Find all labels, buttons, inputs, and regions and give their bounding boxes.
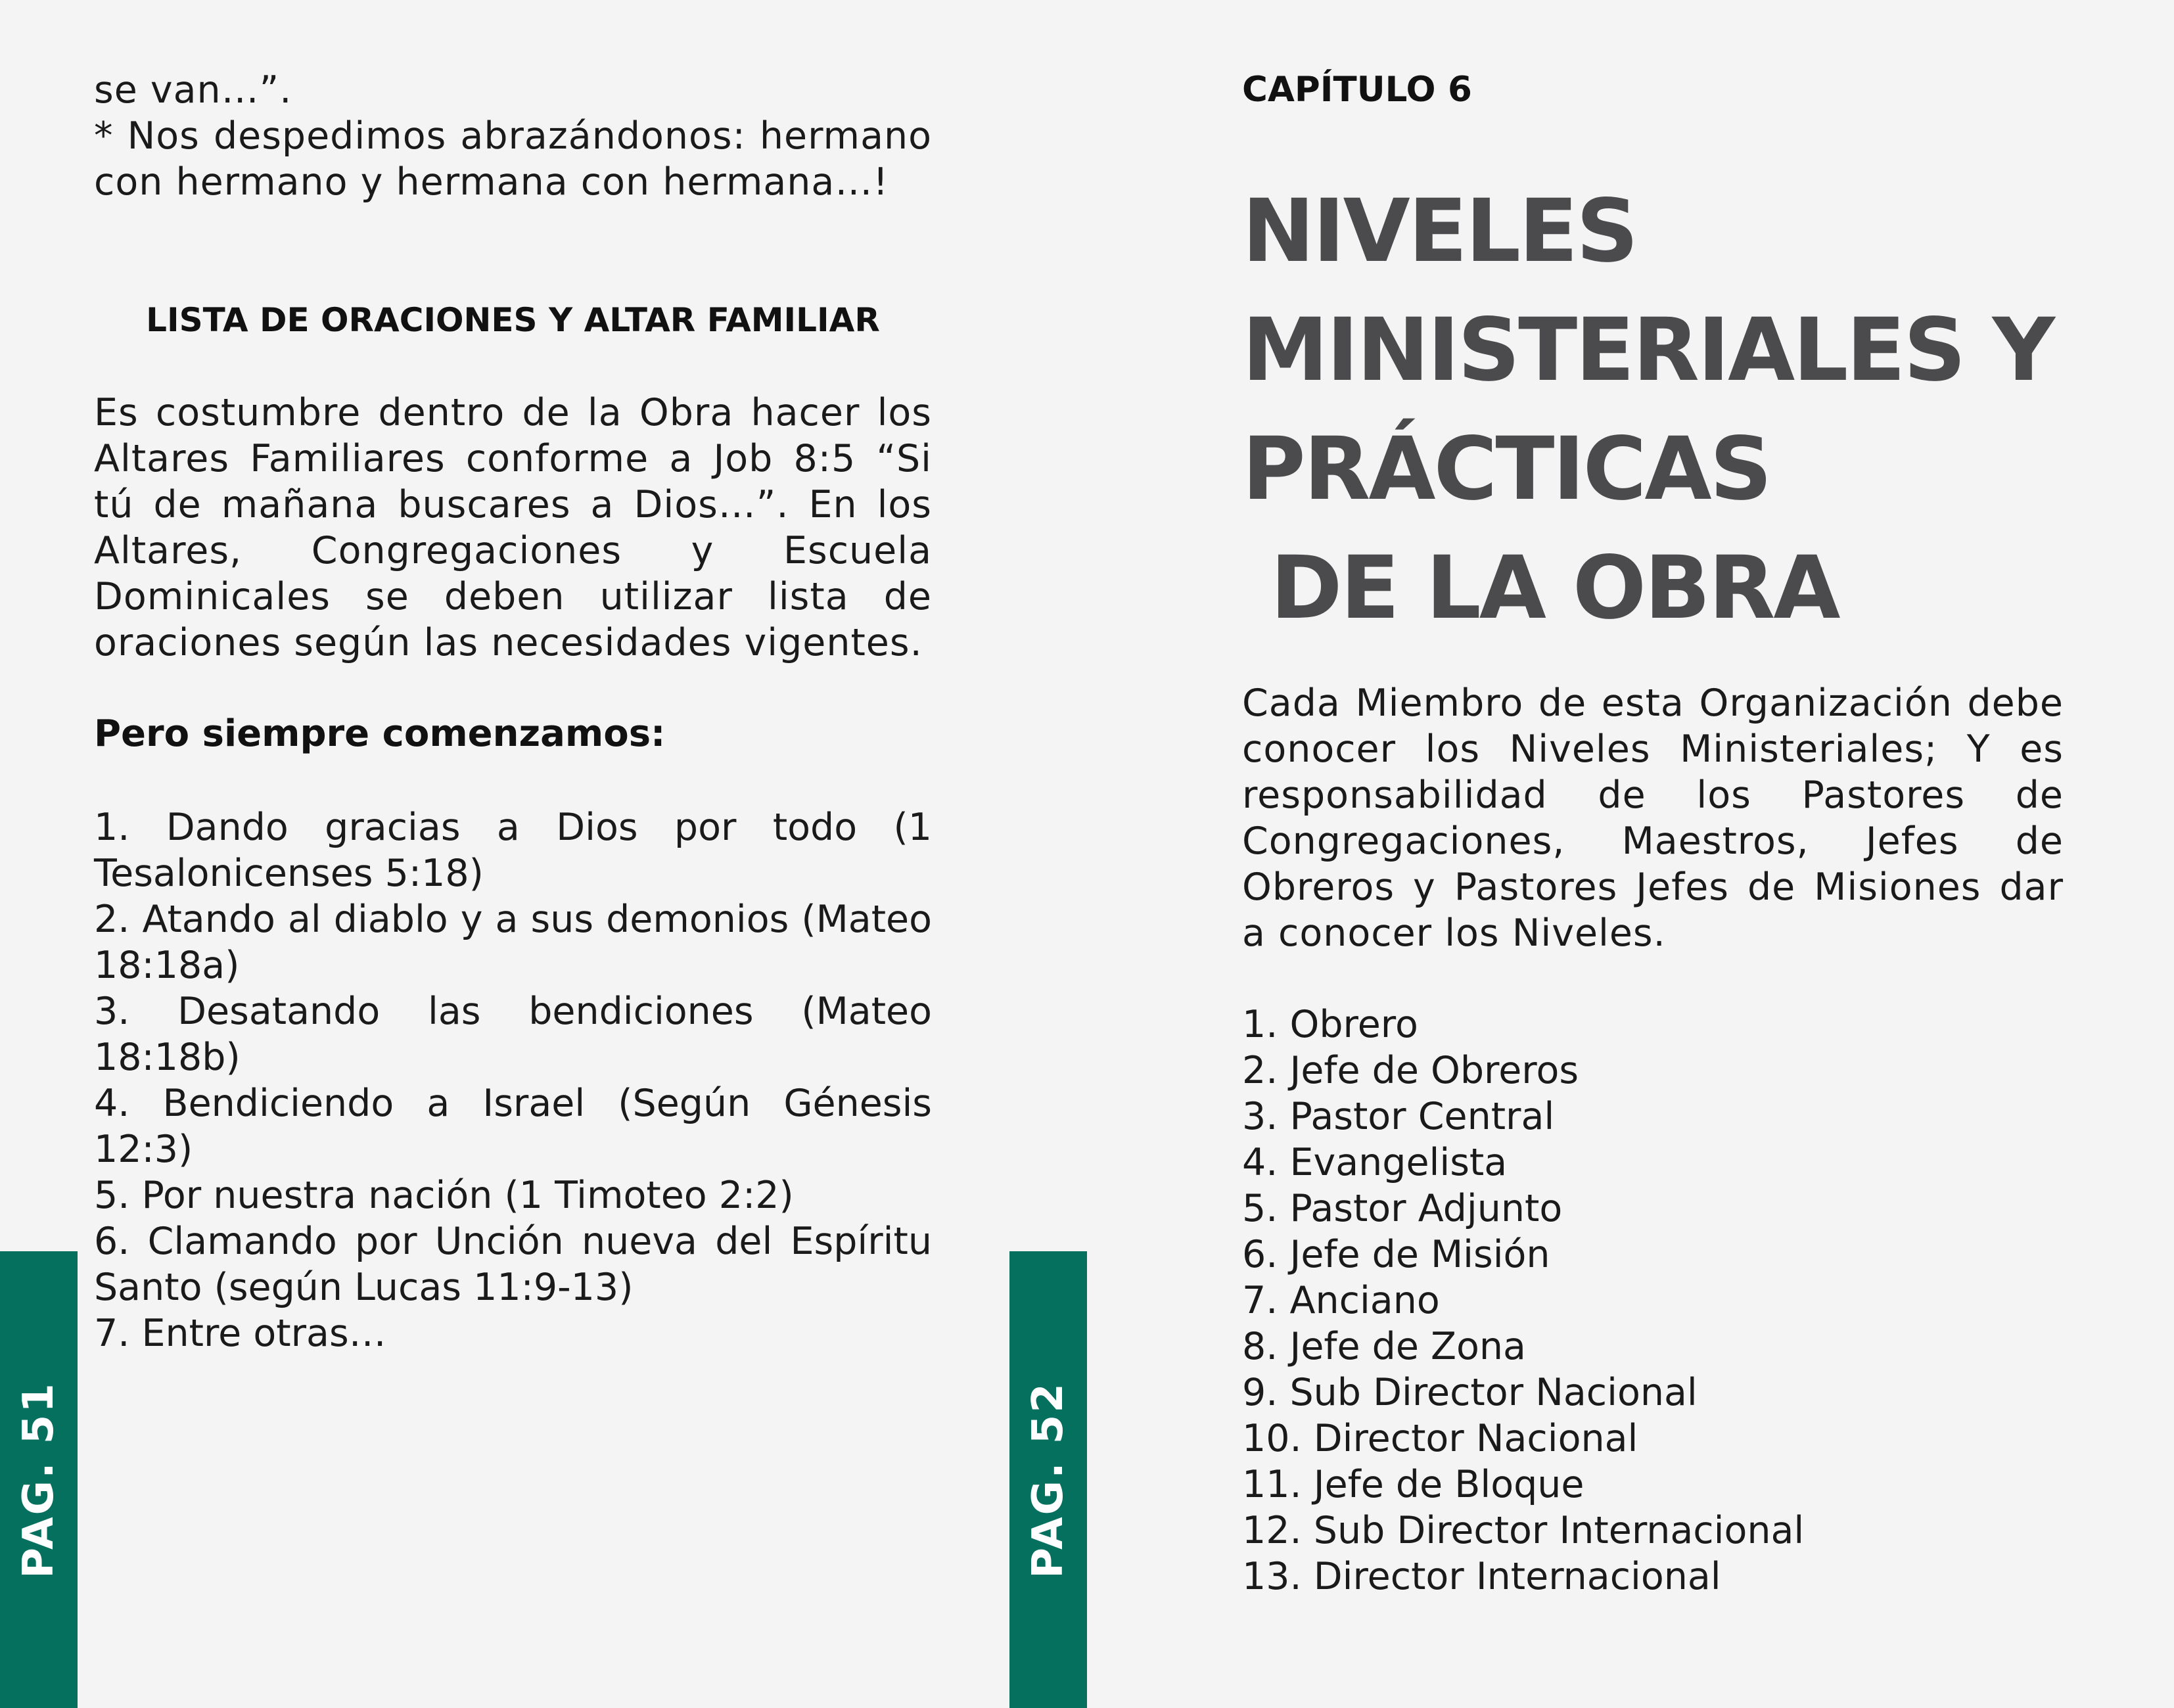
page-number-right: PAG. 52 [1024,1381,1073,1579]
list-item: 5. Por nuestra nación (1 Timoteo 2:2) [94,1174,794,1217]
list-item: 8. Jefe de Zona [1242,1325,1526,1368]
list-item: 6. Clamando por Unción nueva del Espíritu Santo (según Lucas 11:9-13) [94,1220,932,1309]
list-item: 3. Pastor Central [1242,1095,1555,1138]
list-item: 4. Evangelista [1242,1141,1508,1184]
page-number-tab-left [0,1251,78,1708]
chapter-title [1242,172,2096,648]
list-item: 1. Dando gracias a Dios por todo (1 Tesalonicenses 5:18) [94,806,932,895]
list-item: 4. Bendiciendo a Israel (Según Génesis 12:3) [94,1082,932,1171]
list-item: 10. Director Nacional [1242,1417,1638,1460]
page-number-left: PAG. 51 [14,1381,63,1579]
title-line: MINISTERIALES Y [1242,300,2054,401]
title-line: NIVELES [1242,181,1637,282]
list-item: 7. Anciano [1242,1279,1440,1322]
list-item: 12. Sub Director Internacional [1242,1509,1805,1552]
list-item: 13. Director Internacional [1242,1555,1721,1598]
section-heading: LISTA DE ORACIONES Y ALTAR FAMILIAR [146,301,880,339]
chapter-label: CAPÍTULO 6 [1242,70,1472,110]
list-item: 1. Obrero [1242,1003,1418,1046]
list-item: 5. Pastor Adjunto [1242,1187,1563,1230]
list-item: 7. Entre otras… [94,1312,386,1355]
prayer-lead: Pero siempre comenzamos: [94,712,666,755]
list-item: 11. Jefe de Bloque [1242,1463,1584,1506]
altar-paragraph: Es costumbre dentro de la Obra hacer los Altares Familiares conforme a Job 8:5 “Si tú de mañana buscares a Dios…”. En los Altares, Congregaciones y Escuela Dominicales se deben utilizar lista de oraciones según las necesidades vigentes. [94,391,932,664]
list-item: 6. Jefe de Misión [1242,1233,1550,1276]
prayer-list [94,804,932,1356]
list-item: 3. Desatando las bendiciones (Mateo 18:18b) [94,990,932,1079]
intro-text [94,67,932,205]
title-line: DE LA OBRA [1242,538,1839,639]
list-item: 9. Sub Director Nacional [1242,1371,1698,1414]
intro-line: * Nos despedimos abrazándonos: hermano con hermano y hermana con hermana…! [94,114,932,204]
page-number-tab-right [1009,1251,1087,1708]
levels-list [1242,1002,2064,1600]
title-line: PRÁCTICAS [1242,419,1770,520]
intro-line: se van…”. [94,68,292,112]
list-item: 2. Atando al diablo y a sus demonios (Mateo 18:18a) [94,898,932,987]
list-item: 2. Jefe de Obreros [1242,1049,1579,1092]
right-page [1087,0,2174,1708]
levels-paragraph: Cada Miembro de esta Organización debe conocer los Niveles Ministeriales; Y es responsabilidad de los Pastores de Congregaciones, Maestros, Jefes de Obreros y Pastores Jefes de Misiones dar a conocer los Niveles. [1242,681,2064,955]
